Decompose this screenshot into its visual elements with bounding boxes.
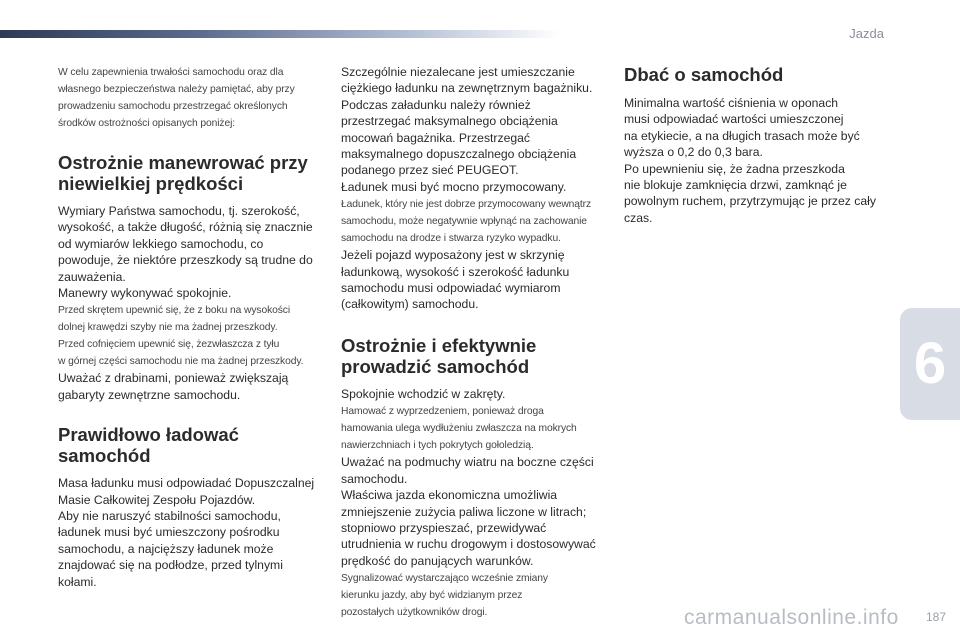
text-line: samochodu. <box>341 471 408 486</box>
section-title-manoeuvre <box>58 152 320 194</box>
note-line: Ładunek, który nie jest dobrze przymocowany wewnątrz <box>341 199 592 211</box>
text-line: nie blokuje zamknięcia drzwi, zamknąć je <box>624 178 847 193</box>
chapter-tab: 6 <box>900 308 960 420</box>
note-line: kierunku jazdy, aby być widzianym przez <box>341 590 523 602</box>
note-line: samochodu, może negatywnie wpłynąć na zachowanie <box>341 216 587 228</box>
note-line: w górnej części samochodu nie ma żadnej przeszkody. <box>58 356 304 368</box>
text-line: kołami. <box>58 574 97 589</box>
title-line: samochód <box>58 445 151 467</box>
page-number: 187 <box>925 610 946 624</box>
text-line: podanego przez sieć PEUGEOT. <box>341 163 519 178</box>
text-line: powoduje, że niektóre przeszkody są trudne do <box>58 253 313 268</box>
intro-paragraph <box>58 64 320 132</box>
intro-line: środków ostrożności opisanych poniżej: <box>58 118 236 129</box>
section-body-care <box>624 95 888 226</box>
text-line: Uważać na podmuchy wiatru na boczne części <box>341 455 594 470</box>
text-line: Minimalna wartość ciśnienia w oponach <box>624 96 839 110</box>
text-line: utrudnienia w ruchu drogowym i dostosowywać <box>341 537 596 552</box>
note-line: Hamować z wyprzedzeniem, ponieważ droga <box>341 406 544 418</box>
text-line: wyższa o 0,2 do 0,3 bara. <box>624 145 763 160</box>
note-line: pozostałych użytkowników drogi. <box>341 607 488 619</box>
text-line: ciężkiego ładunku na zewnętrznym bagażniku. <box>341 81 593 96</box>
text-line: Uważać z drabinami, ponieważ zwiększają <box>58 371 289 386</box>
column-3 <box>624 64 888 226</box>
text-line: Masie Całkowitej Zespołu Pojazdów. <box>58 492 256 507</box>
text-line: samochodu musi odpowiadać wymiarom <box>341 281 561 296</box>
text-line: ładunek musi być umieszczony pośrodku <box>58 525 280 540</box>
text-line: Ładunek musi być mocno przymocowany. <box>341 179 567 194</box>
title-line: Ostrożnie manewrować przy <box>58 152 308 173</box>
note-line: hamowania ulega wydłużeniu zwłaszcza na mokrych <box>341 423 577 435</box>
text-line: prędkość do panujących warunków. <box>341 553 534 568</box>
text-line: samochodu, a najcięższy ładunek może <box>58 541 274 556</box>
section-body-driving <box>341 386 603 621</box>
title-line: Ostrożnie i efektywnie <box>341 334 537 356</box>
text-line: musi odpowiadać wartości umieszczonej <box>624 112 844 127</box>
text-line: Spokojnie wchodzić w zakręty. <box>341 386 506 401</box>
column-2 <box>341 64 603 621</box>
note-line: dolnej krawędzi szyby nie ma żadnej przeszkody. <box>58 322 278 334</box>
title-line: prowadzić samochód <box>341 355 530 377</box>
title-line: niewielkiej prędkości <box>58 173 244 194</box>
note-line: Sygnalizować wystarczająco wcześnie zmiany <box>341 573 548 585</box>
title-line: Prawidłowo ładować <box>58 424 239 446</box>
text-line: od wymiarów lekkiego samochodu, co <box>58 236 264 251</box>
section-title-loading <box>58 424 320 466</box>
section-body-loading <box>58 475 320 590</box>
text-line: Jeżeli pojazd wyposażony jest w skrzynię <box>341 248 565 263</box>
section-title-driving <box>341 335 603 377</box>
text-line: Szczególnie niezalecane jest umieszczanie <box>341 65 575 79</box>
text-line: (całkowitym) samochodu. <box>341 297 479 312</box>
header-accent-bar <box>0 30 560 38</box>
text-line: powolnym ruchem, przytrzymując je przez cały <box>624 194 876 209</box>
text-line: zmniejszenie zużycia paliwa liczone w litrach; <box>341 504 587 519</box>
intro-line: własnego bezpieczeństwa należy pamiętać, aby przy <box>58 84 295 95</box>
text-line: przestrzegać maksymalnego obciążenia <box>341 114 558 129</box>
text-line: gabaryty zewnętrzne samochodu. <box>58 387 241 402</box>
section-body-manoeuvre <box>58 203 320 403</box>
note-line: Przed skrętem upewnić się, że z boku na wysokości <box>58 305 291 317</box>
text-line: Manewry wykonywać spokojnie. <box>58 286 232 301</box>
section-label: Jazda <box>849 26 884 41</box>
loading-continuation <box>341 64 603 313</box>
intro-line: W celu zapewnienia trwałości samochodu oraz dla <box>58 67 284 78</box>
text-line: Podczas załadunku należy również <box>341 97 531 112</box>
text-line: mocowań bagażnika. Przestrzegać <box>341 130 531 145</box>
intro-line: prowadzeniu samochodu przestrzegać określonych <box>58 101 288 112</box>
text-line: stopniowo przyspieszać, przewidywać <box>341 520 547 535</box>
watermark: carmanualsonline.info <box>684 606 899 629</box>
section-title-care <box>624 64 888 85</box>
text-line: Aby nie naruszyć stabilności samochodu, <box>58 509 281 524</box>
text-line: czas. <box>624 210 653 225</box>
text-line: na etykiecie, a na długich trasach może być <box>624 128 860 143</box>
text-line: Właściwa jazda ekonomiczna umożliwia <box>341 488 558 503</box>
note-line: samochodu na drodze i stwarza ryzyko wypadku. <box>341 233 561 245</box>
note-line: nawierzchniach i tych pokrytych gołoledzią. <box>341 440 534 452</box>
text-line: Wymiary Państwa samochodu, tj. szerokość, <box>58 204 300 218</box>
title-line: Dbać o samochód <box>624 64 784 85</box>
text-line: Po upewnieniu się, że żadna przeszkoda <box>624 161 845 176</box>
column-1 <box>58 64 320 590</box>
text-line: znajdować się na podłodze, przed tylnymi <box>58 558 283 573</box>
text-line: Masa ładunku musi odpowiadać Dopuszczalnej <box>58 476 315 491</box>
text-line: maksymalnego dopuszczalnego obciążenia <box>341 147 577 162</box>
text-line: zauważenia. <box>58 269 126 284</box>
text-line: wysokość, a także długość, różnią się znacznie <box>58 220 313 235</box>
note-line: Przed cofnięciem upewnić się, żezwłaszcza z tyłu <box>58 339 280 351</box>
text-line: ładunkową, wysokość i szerokość ładunku <box>341 264 570 279</box>
